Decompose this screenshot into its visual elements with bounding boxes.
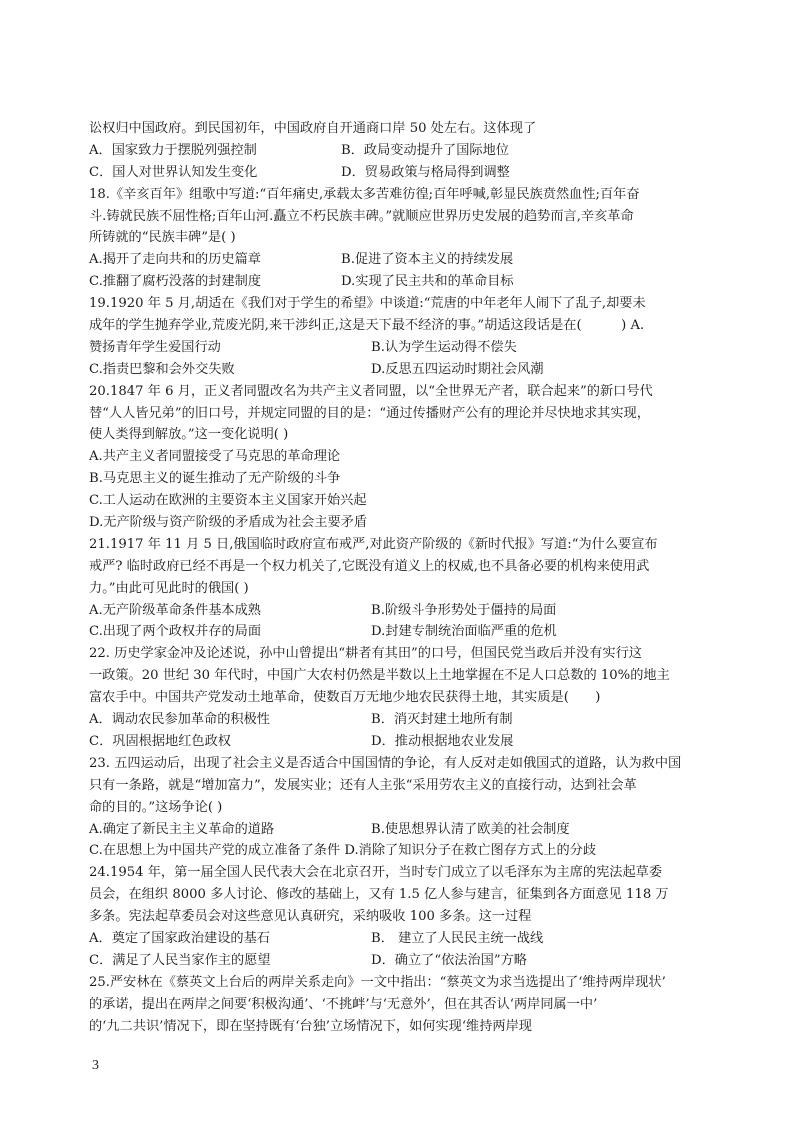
text-line: 25.严安林在《蔡英文上台后的两岸关系走向》一文中指出：“蔡英文为求当选提出了‘维持两岸现状’ [89,974,666,990]
answer-options-row [89,819,709,841]
answer-option: B．消灭封建土地所有制 [371,712,513,728]
text-line: 替“人人皆兄弟”的旧口号，并规定同盟的目的是：“通过传播财产公有的理论并尽快地求其实现， [89,405,650,421]
answer-option: C．满足了人民当家作主的愿望 [89,952,271,968]
text-line: 只有一条路，就是“增加富力”，发展实业；还有人主张“采用劳农主义的直接行动，达到社会革 [89,777,637,793]
exam-page-body [89,118,709,1037]
answer-option: A.无产阶级革命条件基本成熟 [89,602,261,618]
text-line: 使人类得到解放。”这一变化说明( ) [89,427,289,443]
text-line: 命的目的。”这场争论( ) [89,799,223,815]
text-line: C.工人运动在欧洲的主要资本主义国家开始兴起 [89,493,367,509]
answer-options-row [89,731,709,753]
text-line: 23. 五四运动后，出现了社会主义是否适合中国国情的争论，有人反对走如俄国式的道路，认为救中国 [89,755,682,771]
answer-option: D．贸易政策与格局得到调整 [341,164,510,180]
answer-option: B.使思想界认清了欧美的社会制度 [371,821,570,837]
answer-options-row [89,950,709,972]
text-line: A.共产主义者同盟接受了马克思的革命理论 [89,449,341,465]
text-line: 成年的学生抛弃学业,荒废光阴,来干涉纠正,这是天下最不经济的事。”胡适这段话是在( ) A. [89,318,645,334]
answer-option: A.确定了新民主主义革命的道路 [89,821,275,837]
answer-option: C．国人对世界认知发生变化 [89,164,258,180]
text-line: 戒严? 临时政府已经不再是一个权力机关了,它既没有道义上的权威,也不具备必要的机构来使用武 [89,558,650,574]
text-line: 21.1917 年 11 月 5 日,俄国临时政府宣布戒严,对此资产阶级的《新时代报》写道:“为什么要宣布 [89,536,658,552]
answer-option: D.封建专制统治面临严重的危机 [371,624,557,640]
text-line: 18.《辛亥百年》组歌中写道:“百年痛史,承载太多苦难彷徨;百年呼喊,彰显民族贲然血性;百年奋 [89,186,640,202]
answer-options-row [89,359,709,381]
answer-option: B.阶级斗争形势处于僵持的局面 [371,602,557,618]
text-line: 的承诺，提出在两岸之间要‘积极沟通’、‘不挑衅’与‘无意外’，但在其否认‘两岸同属一中’ [89,996,598,1012]
answer-options-row [89,162,709,184]
text-line: 一政策。20 世纪 30 年代时，中国广大农村仍然是半数以上土地掌握在不足人口总数的 10%的地主 [89,668,670,684]
answer-option: B.促进了资本主义的持续发展 [341,252,514,268]
answer-options-row [89,928,709,950]
text-line: 的‘九二共识’情况下，即在坚持既有‘台独’立场情况下，如何实现‘维持两岸现 [89,1018,532,1034]
answer-option: B． 建立了人民民主统一战线 [371,930,544,946]
text-line: 富农手中。中国共产党发动土地革命，使数百万无地少地农民获得土地，其实质是( ) [89,690,601,706]
answer-option: B．政局变动提升了国际地位 [341,142,509,158]
answer-option: A．国家致力于摆脱列强控制 [89,142,257,158]
answer-option: C.指责巴黎和会外交失败 [89,361,235,377]
answer-option: D．推动根据地农业发展 [371,733,514,749]
text-line: 20.1847 年 6 月，正义者同盟改名为共产主义者同盟，以“全世界无产者，联合起来”的新口号代 [89,383,653,399]
text-line: 22. 历史学家金冲及论述说，孙中山曾提出“耕者有其田”的口号，但国民党当政后并没有实行这 [89,646,642,662]
answer-option: C．巩固根据地红色政权 [89,733,231,749]
answer-option: A．奠定了国家政治建设的基石 [89,930,270,946]
text-line: B.马克思主义的诞生推动了无产阶级的斗争 [89,471,341,487]
text-line: 讼权归中国政府。到民国初年，中国政府自开通商口岸 50 处左右。这体现了 [89,121,537,136]
text-line: C.在思想上为中国共产党的成立准备了条件 D.消除了知识分子在救亡图存方式上的分歧 [89,843,597,859]
answer-options-row [89,140,709,162]
page-number: 3 [92,1058,99,1073]
answer-option: D.实现了民主共和的革命目标 [341,274,514,290]
answer-options-row [89,271,709,293]
answer-option: B.认为学生运动得不偿失 [371,339,517,355]
answer-options-row [89,621,709,643]
answer-options-row [89,709,709,731]
text-line: 24.1954 年，第一届全国人民代表大会在北京召开，当时专门成立了以毛泽东为主席的宪法起草委 [89,865,663,881]
answer-option: A．调动农民参加革命的积极性 [89,712,270,728]
text-line: 所铸就的“民族丰碑”是( ) [89,230,236,246]
text-line: 力。”由此可见此时的俄国( ) [89,580,249,596]
answer-options-row [89,249,709,271]
answer-option: C.推翻了腐朽没落的封建制度 [89,274,262,290]
answer-option: C.出现了两个政权并存的局面 [89,624,262,640]
answer-option: D．确立了“依法治国”方略 [371,952,527,968]
answer-option: 赞扬青年学生爱国行动 [89,339,221,355]
answer-option: D.反思五四运动时期社会风潮 [371,361,544,377]
text-line: 19.1920 年 5 月,胡适在《我们对于学生的希望》中谈道:“荒唐的中年老年人闹下了乱子,却要未 [89,296,646,312]
answer-options-row [89,337,709,359]
answer-option: A.揭开了走向共和的历史篇章 [89,252,261,268]
text-line: 多条。宪法起草委员会对这些意见认真研究，采纳吸收 100 多条。这一过程 [89,909,532,925]
text-line: 员会，在组织 8000 多人讨论、修改的基础上，又有 1.5 亿人参与建言，征集到各方面意见 118 万 [89,887,669,903]
text-line: 斗.铸就民族不屈性格;百年山河.矗立不朽民族丰碑。”就顺应世界历史发展的趋势而言,辛亥革命 [89,208,634,224]
text-line: D.无产阶级与资产阶级的矛盾成为社会主要矛盾 [89,515,368,531]
answer-options-row [89,600,709,622]
